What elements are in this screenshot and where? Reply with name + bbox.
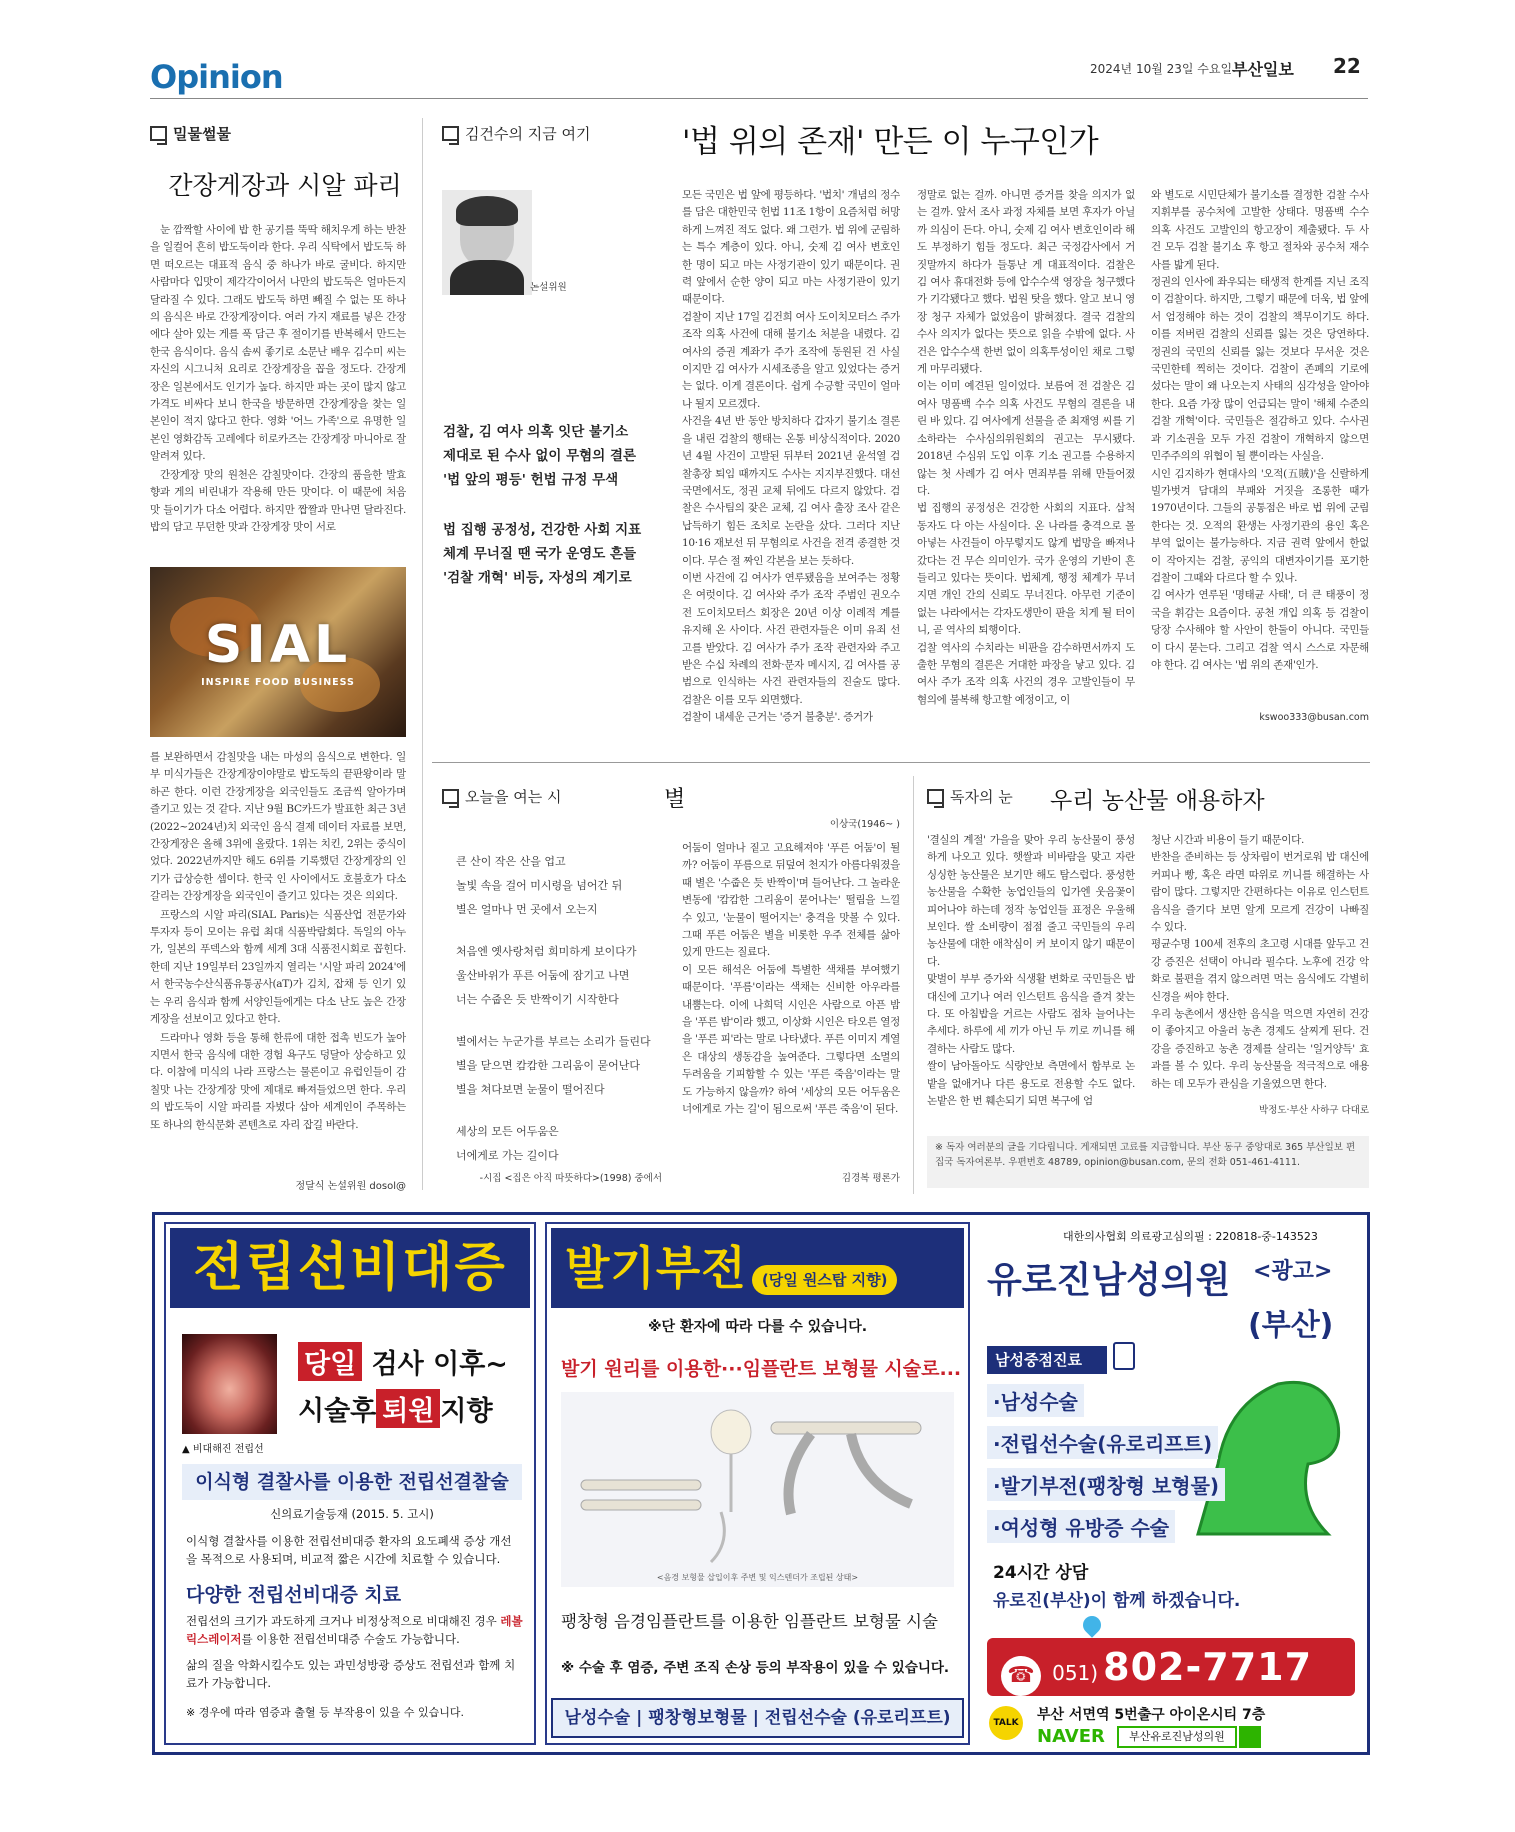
column-title: 간장게장과 시알 파리 (168, 171, 402, 200)
page-number: 22 (1333, 54, 1361, 78)
poem-author: 이상국(1946~ ) (829, 819, 900, 830)
sial-photo (150, 567, 406, 737)
column-body-top: 눈 깜짝할 사이에 밥 한 공기를 뚝딱 해치우게 하는 반찬을 일컬어 흔히 밥도둑이라 한다. 우리 식탁에서 밥도둑 하면 떠오르는 대표적 음식 중 하나가 바로 굴비다. 하지만 사람마다 입맛이 제각각이어서 나만의 밥도둑은 얼마든지 달라질 수 있다. 그래도 밥도둑 하면 빼질 수 없는 또 하나의 음식은 바로 간장게장이다. 여러 가지 재료를 넣은 간장에다 살아 있는 게를 푹 담근 후 절이기를 반복해서 만드는 한국 음식이다. 음식 솜씨 좋기로 소문난 배우 김수미 씨는 자신의 시그니처 요리로 간장게장을 꼽을 정도다. 간장게장은 일본에서도 인기가 높다. 하지만 파는 곳이 많지 않고 가격도 비싸다 보니 한국을 방문하면 간장게장을 찾는 일본인이 적지 않다고 한다. 영화 '어느 가족'으로 유명한 일본인 영화감독 고레에다 히로카즈는 간장게장 마니아로 잘 알려져 있다. 간장게장 맛의 원천은 감칠맛이다. 간장의 품을한 발효 향과 게의 비린내가 작용해 만든 맛이다. 이 때문에 처음 맛 들이기가 다소 어렵다. 하지만 짭짤과 만나면 달라진다. 밥의 담고 무던한 맛과 간장게장 맛이 서로 (150, 224, 406, 533)
poem-byline: 김경복 평론가 (841, 1173, 900, 1184)
section-logo-underline (150, 98, 1368, 99)
search-icon[interactable] (1239, 1726, 1261, 1748)
poem-text: 큰 산이 작은 산을 업고 놀빛 속을 걸어 미시령을 넘어간 뒤 별은 얼마나 먼 곳에서 오는지 처음엔 옛사랑처럼 희미하게 보이다가 울산바위가 푸른 어둠에 잠기고 나면 너는 수줍은 듯 반짝이기 시작한다 별에서는 누군가를 부르는 소리가 들린다 별을 닫으면 캄캄한 그리움이 묻어난다 별을 쳐다보면 눈물이 떨어진다 세상의 모든 어두움은 너에게로 가는 길이다 (456, 855, 651, 1162)
article-title: '법 위의 존재' 만든 이 누구인가 (682, 124, 1099, 160)
book-icon (150, 126, 167, 141)
ad-prostate-text1: 이식형 결찰사를 이용한 전립선비대증 환자의 요도폐색 증상 개선을 목적으로 사용되며, 비교적 짧은 시간에 치료할 수 있습니다. (186, 1534, 512, 1566)
book-icon (442, 126, 459, 141)
poem-title: 별 (664, 787, 686, 812)
column-label-poem: 오늘을 여는 시 (442, 786, 561, 807)
article-email[interactable]: kswoo333@busan.com (1259, 712, 1369, 723)
prostate-photo-caption: ▲ 비대해진 전립선 (182, 1444, 264, 1455)
ad-clinic-item-2: ·전립선수술(유로리프트) (987, 1426, 1218, 1459)
ad-panel-prostate (164, 1222, 536, 1745)
ad-ed-sub: ※단 환자에 따라 다를 수 있습니다. (647, 1319, 868, 1335)
phone-icon: ☎ (1001, 1656, 1041, 1696)
kakao-talk-icon: TALK (989, 1706, 1023, 1740)
location-pin-icon (1079, 1612, 1104, 1637)
advertisement (152, 1212, 1370, 1755)
ad-clinic-phone-box[interactable]: ☎ 051) 802-7717 (987, 1638, 1355, 1696)
implant-illustration (561, 1392, 954, 1587)
ad-prostate-head: 이식형 결찰사를 이용한 전립선결찰술 (182, 1464, 522, 1500)
ad-prostate-title: 전립선비대증 (170, 1228, 530, 1308)
column-label-reader: 독자의 눈 (927, 786, 1013, 807)
article-col-2: 정말로 없는 걸까. 아니면 증거를 찾을 의지가 없는 걸까. 앞서 조사 과정 자체를 보면 후자가 아닐까 의심이 든다. 아니, 숫제 김 여사 변호인이라 해도 부정하기 힘들 정도다. 최근 국정감사에서 거짓말까지 하다가 들통난 게 대표적이다. 검찰은 김 여사 휴대전화 등에 압수수색 영장을 청구했다가 기각됐다고 했다. 법원 탓을 했다. 알고 보니 영장 청구 자체가 없었음이 밝혀졌다. 결국 검찰의 수사 의지가 없다는 뜻으로 읽을 수밖에 없다. 사건은 압수수색 한번 없이 의혹투성이인 채로 그렇게 마무리됐다. 이는 이미 예견된 일이었다. 보름여 전 검찰은 김 여사 명품백 수수 의혹 사건도 무혐의 결론을 내린 바 있다. 김 여사에게 선물을 준 최재영 씨를 기소하라는 수사심의위원회의 권고는 무시됐다. 2018년 수심위 도입 이후 기소 권고를 수용하지 않는 첫 사례가 김 여사 면죄부를 위해 만들어졌다. 법 집행의 공정성은 건강한 사회의 지표다. 삼척동자도 다 아는 사실이다. 온 나라를 충격으로 몰아넣는 사건들이 아무렇지도 않게 법망을 빠져나갔다는 건 무슨 의미인가. 국가 운영의 기반이 흔들리고 있다는 뜻이다. 법체계, 행정 체계가 무너지면 개인 간의 신뢰도 무너진다. 아무런 기준이 없는 나라에서는 각자도생만이 판을 치게 될 터이니, 곧 역사의 퇴행이다. 검찰 역사의 수치라는 비판을 감수하면서까지 도출한 무혐의 결론은 거대한 파장을 낳고 있다. 김 여사 주가 조작 의혹 사건의 경우 고발인들이 무혐의에 불복해 항고할 예정이고, 이 (917, 189, 1135, 706)
column-body-bottom: 를 보완하면서 감칠맛을 내는 마성의 음식으로 변한다. 일부 미식가들은 간장게장이야말로 밥도둑의 끝판왕이라 말하곤 한다. 이런 간장게장을 외국인들도 조금씩 알아가며 즐기고 있는 것 같다. 지난 9월 BC카드가 발표한 최근 3년(2022~2024년)치 외국인 음식 결제 데이터 자료를 보면, 간장게장은 올해 3위에 올랐다. 1위는 치킨, 2위는 중식이었다. 2022년까지만 해도 6위를 기록했던 간장게장의 인기가 급상승한 셈이다. 한국 인 사이에서도 호불호가 다소 갈리는 간장게장을 외국인이 즐기고 있다는 것은 의외다. 프랑스의 시알 파리(SIAL Paris)는 식품산업 전문가와 투자자 등이 모이는 유럽 최대 식품박람회다. 독일의 아누가, 일본의 푸덱스와 함께 세계 3대 식품전시회로 꼽힌다. 한데 지난 19일부터 23일까지 열리는 '시알 파리 2024'에서 한국농수산식품유통공사(aT)가 김치, 잡채 등 인기 있는 우리 음식과 함께 서양인들에게는 다소 난도 높은 간장게장을 선보이고 있다고 한다. 드라마나 영화 등을 통해 한류에 대한 접촉 빈도가 높아지면서 한국 음식에 대한 경험 욕구도 덩달아 상승하고 있다. 이참에 미식의 나라 프랑스는 물론이고 유럽인들이 감칠맛 나는 간장게장 맛에 제대로 빠져들었으면 한다. 우리의 밥도둑이 시알 파리를 자볐다 삼아 세계인이 주목하는 또 하나의 한식문화 콘텐츠로 자리 잡길 바란다. (150, 751, 406, 1131)
ad-clinic-24h: 24시간 상담 (993, 1563, 1089, 1583)
poem-source: -시집 <집은 아직 따뜻하다>(1998) 중에서 (479, 1173, 662, 1184)
ad-clinic-city: (부산) (1248, 1308, 1334, 1343)
farm-byline: 박정도·부산 사하구 다대로 (1258, 1105, 1369, 1116)
farm-col-2: 청난 시간과 비용이 들기 때문이다. 반찬을 준비하는 등 상차림이 번거로워 밥 대신에 커피나 빵, 혹은 라면 따위로 끼니를 해결하는 사람이 많다. 그렇지만 간편하다는 이유로 인스턴트 음식을 즐기다 보면 알게 모르게 건강이 나빠질 수 있다. 평균수명 100세 전후의 초고령 시대를 앞두고 건강 증진은 선택이 아니라 필수다. 노후에 건강 악화로 불편을 겪지 않으려면 먹는 음식에도 각별히 신경을 써야 한다. 우리 농촌에서 생산한 음식을 먹으면 자연히 건강이 좋아지고 아울러 농촌 경제도 살찌게 된다. 건강을 증진하고 농촌 경제를 살리는 '일거양득' 효과를 볼 수 있다. 우리 농산물을 적극적으로 애용하는 데 모두가 관심을 기울였으면 한다. (1151, 834, 1369, 1090)
ad-ed-note: ※ 수술 후 염증, 주변 조직 손상 등의 부작용이 있을 수 있습니다. (561, 1660, 950, 1676)
column-byline: 정달식 논설위원 dosol@ (295, 1181, 406, 1192)
section-logo: Opinion (150, 58, 283, 96)
ad-ed-head: 발기 원리를 이용한···임플란트 보형물 시술로... (561, 1358, 962, 1380)
farm-title: 우리 농산물 애용하자 (1050, 788, 1265, 814)
issue-date: 2024년 10월 23일 수요일 (1090, 62, 1233, 76)
ad-clinic-address: 부산 서면역 5번출구 아이온시티 7층 (1037, 1707, 1266, 1723)
ad-prostate-head2: 다양한 전립선비대증 치료 (186, 1584, 402, 1606)
column-label-milmul: 밀물썰물 (150, 123, 231, 144)
ad-prostate-note: ※ 경우에 따라 염증과 출혈 등 부작용이 있을 수 있습니다. (186, 1706, 464, 1719)
implant-icon (561, 1392, 954, 1587)
naver-search-box[interactable]: 부산유로진남성의원 (1117, 1726, 1237, 1748)
subhead-quote-1: 검찰, 김 여사 의혹 잇단 불기소 제대로 된 수사 없이 무혐의 결론 '법 앞의 평등' 헌법 규정 무색 (443, 424, 637, 488)
clipboard-icon (1113, 1342, 1135, 1370)
ad-ed-title: 발기부전 (당일 원스탑 지향) (551, 1228, 964, 1308)
ad-prostate-text2: 전립선의 크기가 과도하게 크거나 비정상적으로 비대해진 경우 레볼릭스레이저를 이용한 전립선비대증 수술도 가능합니다. (186, 1614, 523, 1646)
sial-caption: SIAL (204, 615, 352, 675)
naver-logo: NAVER (1037, 1726, 1105, 1747)
ad-panel-clinic (981, 1222, 1361, 1745)
ad-clinic-reg: 대한의사협회 의료광고심의필 : 220818-중-143523 (1063, 1230, 1318, 1243)
implant-caption: <음경 보형물 삽입이후 주변 및 익스텐더가 조립된 상태> (656, 1573, 859, 1582)
prostate-photo (182, 1334, 277, 1434)
ad-panel-ed (545, 1222, 970, 1745)
columnist-title: 논설위원 (530, 282, 567, 293)
ad-prostate-sub: 신의료기술등재 (2015. 5. 고시) (270, 1507, 434, 1521)
ad-clinic-item-3: ·발기부전(팽창형 보형물) (987, 1468, 1225, 1501)
book-icon (927, 789, 944, 804)
paper-name: 부산일보 (1232, 60, 1294, 79)
subhead-quote-2: 법 집행 공정성, 건강한 사회 지표 체계 무너질 땐 국가 운영도 흔들 '검찰 개혁' 비등, 자성의 계기로 (443, 522, 642, 586)
ad-prostate-text3: 삶의 질을 악화시킬수도 있는 과민성방광 증상도 전립선과 함께 치료가 가능합니다. (186, 1658, 516, 1690)
ad-clinic-tag: <광고> (1253, 1259, 1333, 1284)
ad-clinic-item-4: ·여성형 유방증 수술 (987, 1510, 1175, 1543)
sial-subcaption: INSPIRE FOOD BUSINESS (201, 677, 355, 688)
article-col-1: 모든 국민은 법 앞에 평등하다. '법치' 개념의 정수를 담은 대한민국 헌법 11조 1항이 요즘처럼 허망하게 느껴진 적도 없다. 왜 그런가. 법 위에 군림하는 특수 계층이 있다. 아니, 숫제 김 여사 변호인 한 명이 되고 마는 사정기관이 있기 때문이다. 권력 앞에서 순한 양이 되고 마는 사정기관이 있기 때문이다. 검찰이 지난 17일 김건희 여사 도이치모터스 주가 조작 의혹 사건에 대해 불기소 처분을 내렸다. 김 여사의 증권 계좌가 주가 조작에 동원된 건 사실이지만 김 여사가 시세조종을 알고 있었다는 증거는 없다. 이게 결론이다. 쉽게 수긍할 국민이 얼마나 될지 모르겠다. 사건을 4년 반 동안 방치하다 갑자기 불기소 결론을 내린 검찰의 행태는 온통 비상식적이다. 2020년 4월 사건이 고발된 뒤부터 2021년 윤석열 검찰총장 퇴임 때까지도 수사는 지지부진했다. 대선 국면에서도, 정권 교체 뒤에도 다르지 않았다. 검찰은 수사팀의 잦은 교체, 김 여사 출장 조사 같은 납득하기 힘든 조치로 논란을 샀다. 그러다 지난 10·16 재보선 뒤 무혐의로 사건을 전격 종결한 것이다. 무슨 절 짜인 각본을 보는 듯하다. 이번 사건에 김 여사가 연루됐음을 보여주는 정황은 여럿이다. 김 여사와 주가 조작 주범인 권오수 전 도이치모터스 회장은 20년 이상 이례적 계를 유지해 온 사이다. 사건 관련자들은 이미 유죄 선고를 받았다. 김 여사가 주가 조작 관련자와 주고받은 수십 차례의 전화·문자 메시지, 김 여사를 공범으로 인식하는 사건 관련자들의 진술도 많다. 검찰은 이를 모두 외면했다. 검찰이 내세운 근거는 '증거 불충분'. 증거가 (682, 189, 900, 724)
ad-line-2: 시술후 퇴원 지향 (298, 1389, 493, 1428)
column-label-kimgunsoo: 김건수의 지금 여기 (442, 123, 590, 144)
columnist-photo (442, 190, 532, 295)
book-icon (442, 789, 459, 804)
ad-clinic-title: 유로진남성의원 (987, 1260, 1231, 1301)
reader-notice: ※ 독자 여러분의 글을 기다립니다. 게재되면 고료를 지급합니다. 부산 동구 중앙대로 365 부산일보 편집국 독자여론부. 우편번호 48789, opinion@busan.com, 문의 전화 051-461-4111. (927, 1136, 1369, 1188)
ad-clinic-head: 남성중점진료 (987, 1346, 1107, 1374)
farm-col-1: '결실의 계절' 가을을 맞아 우리 농산물이 풍성하게 나오고 있다. 햇쌀과 비바람을 맞고 자란 싱싱한 농산물은 보기만 해도 탐스럽다. 풍성한 농산물을 수확한 농업인들의 입가엔 웃음꽃이 피어나야 하는데 정작 농업인들 표정은 우울해 보인다. 쌀 소비량이 점점 줄고 국민들의 우리 농산물에 대한 애착심이 커 보이지 않기 때문이다. 맞벌이 부부 증가와 식생활 변화로 국민들은 밥 대신에 고기나 여러 인스턴트 음식을 즐겨 찾는다. 또 아침밥을 거르는 사람도 점차 늘어나는 추세다. 하루에 세 끼가 아닌 두 끼로 끼니를 해결하는 사람도 많다. 쌀이 남아돌아도 식량안보 측면에서 함부로 논밭을 없애거나 다른 용도로 전용할 수도 없다. 논밭은 한 번 훼손되기 되면 복구에 엄 (927, 834, 1135, 1108)
article-col-3: 와 별도로 시민단체가 불기소를 결정한 검찰 수사 지휘부를 공수처에 고발한 상태다. 명품백 수수 의혹 사건도 고발인의 항고장이 제출됐다. 두 사건 모두 검찰 불기소 후 항고 절차와 공수처 재수사를 밟게 된다. 정권의 인사에 좌우되는 태생적 한계를 지닌 조직이 검찰이다. 하지만, 그렇기 때문에 더욱, 법 앞에서 엄정해야 하는 것이 검찰의 책무이기도 하다. 이를 저버린 검찰의 신뢰를 잃는 것은 당연하다. 정권의 국민의 신뢰를 잃는 것보다 무서운 것은 국민한테 찍히는 것이다. 검찰이 존폐의 기로에 섰다는 말이 왜 나오는지 사태의 심각성을 알아야 한다. 요즘 가장 많이 언급되는 말이 '해체 수준의 검찰 개혁'이다. 국민들은 절감하고 있다. 수사권과 기소권을 모두 가진 검찰이 개혁하지 않으면 민주주의의 위협이 될 뿐이라는 사실을. 시인 김지하가 현대사의 '오적(五賊)'을 신랄하게 빌가벗겨 담대의 부패와 거짓을 조롱한 때가 1970년이다. 그들의 공통점은 바로 법 위에 군림한다는 것. 오적의 환생는 사정기관의 용인 혹은 부역 없이는 불가능하다. 지금 권력 앞에서 한없이 작아지는 검찰, 공익의 대변자이기를 포기한 검찰이 그때와 다르다 할 수 있나. 김 여사가 연루된 '명태균 사태', 더 큰 태풍이 정국을 휘감는 요즘이다. 공천 개입 의혹 등 검찰이 당장 수사해야 할 사안이 한둘이 아니다. 국민들이 다시 묻는다. 그리고 검찰 역시 스스로 자문해야 한다. 김 여사는 '법 위의 존재'인가. (1151, 189, 1369, 671)
ad-line-1: 당일 검사 이후~ (298, 1342, 508, 1381)
ad-ed-footer: 남성수술 | 팽창형보형물 | 전립선수술 (유로리프트) (551, 1698, 964, 1738)
ad-ed-line: 팽창형 음경임플란트를 이용한 임플란트 보형물 시술 (561, 1612, 938, 1631)
poem-commentary: 어둠이 얼마나 짙고 고요해져야 '푸른 어둠'이 될까? 어둠이 푸름으로 뒤덮여 천지가 아름다워졌을 때 별은 '수줍은 듯 반짝이'며 들어난다. 그 놀라운 변동에 '캄캄한 그리움이 묻어나는' 떨림을 느낄 수 있고, '눈물이 떨어지는' 충격을 맛볼 수 있다. 그때 푸른 어둠은 별을 비롯한 우주 전체를 삶아있게 만드는 질료다. 이 모든 해석은 어둠에 특별한 색채를 부여했기 때문이다. '푸름'이라는 색채는 신비한 아우라를 내뿜는다. 이에 나희덕 시인은 사람으로 아픈 밤을 '푸른 밤'이라 했고, 이상화 시인은 타오른 열정을 '푸른 피'라는 말로 나타냈다. 푸른 이미지 계열은 대상의 생동감을 높여준다. 그렇다면 소멸의 두려움을 기피함할 수 있는 '푸른 죽음'이라는 말도 가능하지 않을까? 하여 '세상의 모든 어두움은 너에게로 가는 길'이 됨으로써 '푸른 죽음'이 된다. (682, 842, 900, 1116)
ad-clinic-with: 유로진(부산)이 함께 하겠습니다. (993, 1591, 1241, 1611)
ad-clinic-item-1: ·남성수술 (987, 1384, 1084, 1417)
